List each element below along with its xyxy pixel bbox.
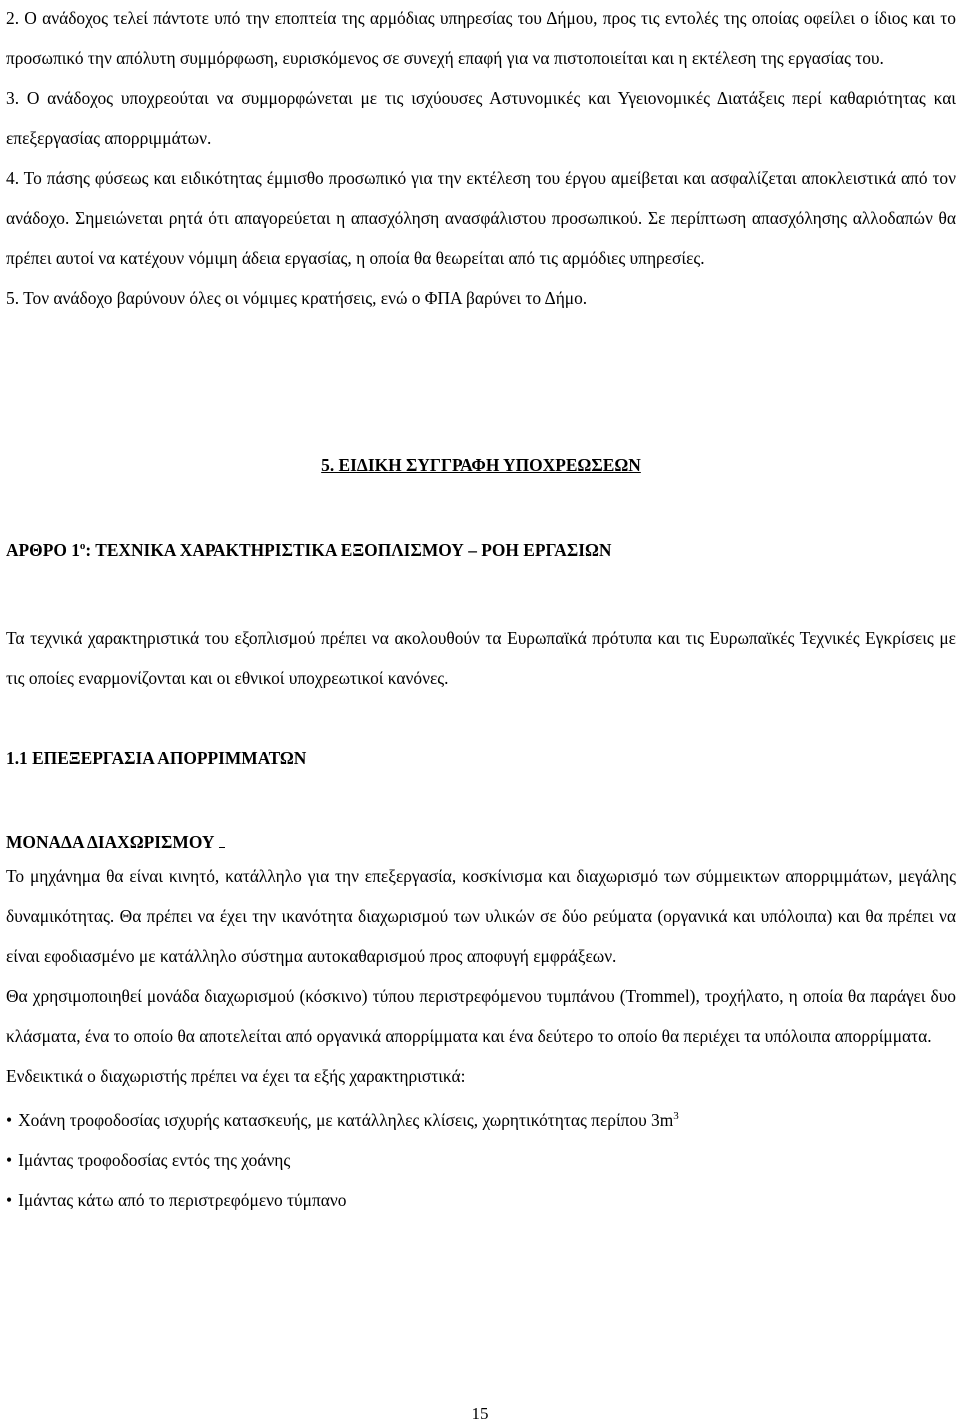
article-heading-suffix: : ΤΕΧΝΙΚΑ ΧΑΡΑΚΤΗΡΙΣΤΙΚΑ ΕΞΟΠΛΙΣΜΟΥ – ΡΟΗ ΕΡΓΑΣΙΩΝ: [85, 539, 612, 560]
unit-paragraph-1: Το μηχάνημα θα είναι κινητό, κατάλληλο για την επεξεργασία, κοσκίνισμα και διαχωρισμό των σύμμεικτων απορριμμάτων, μεγάλης δυναμικότητας. Θα πρέπει να έχει την ικανότητα διαχωρισμού των υλικών σε δύο ρεύματα (οργανικά και υπόλοιπα) και θα πρέπει να είναι εφοδιασμένο με κατάλληλο σύστημα αυτοκαθαρισμού προς αποφυγή εμφράξεων.: [6, 865, 956, 966]
unit-paragraph-2: Θα χρησιμοποιηθεί μονάδα διαχωρισμού (κόσκινο) τύπου περιστρεφόμενου τυμπάνου (Trommel), τροχήλατο, η οποία θα παράγει δυο κλάσματα, ένα το οποίο θα αποτελείται από οργανικά απορρίμματα και ένα δεύτερο το οποίο θα περιέχει τα υπόλοιπα απορρίμματα.: [6, 985, 956, 1046]
list-item-text: Ιμάντας κάτω από το περιστρεφόμενο τύμπανο: [18, 1189, 347, 1210]
article-heading-superscript: ο: [79, 540, 86, 552]
list-item: [6, 1180, 956, 1220]
characteristics-list: [6, 1096, 956, 1220]
article-heading: [6, 526, 956, 570]
bullet-icon: •: [6, 1189, 13, 1210]
section-title: 5. ΕΙΔΙΚΗ ΣΥΓΓΡΑΦΗ ΥΠΟΧΡΕΩΣΕΩΝ: [321, 455, 641, 475]
paragraph-5: 5. Τον ανάδοχο βαρύνουν όλες οι νόμιμες κρατήσεις, ενώ ο ΦΠΑ βαρύνει το Δήμο.: [6, 288, 588, 308]
bullet-icon: •: [6, 1149, 13, 1170]
article-intro: Τα τεχνικά χαρακτηριστικά του εξοπλισμού πρέπει να ακολουθούν τα Ευρωπαϊκά πρότυπα και τις Ευρωπαϊκές Τεχνικές Εγκρίσεις με τις οποίες εναρμονίζονται και οι εθνικοί υποχρεωτικοί κανόνες.: [6, 627, 956, 688]
list-item-text: Ιμάντας τροφοδοσίας εντός της χοάνης: [18, 1149, 291, 1170]
paragraph-4: 4. Το πάσης φύσεως και ειδικότητας έμμισθο προσωπικό για την εκτέλεση του έργου αμείβεται και ασφαλίζεται αποκλειστικά από τον ανάδοχο. Σημειώνεται ρητά ότι απαγορεύεται η απασχόληση ανασφάλιστου προσωπικού. Σε περίπτωση απασχόλησης αλλοδαπών θα πρέπει αυτοί να κατέχουν νόμιμη άδεια εργασίας, η οποία θα θεωρείται από τις αρμόδιες υπηρεσίες.: [6, 168, 956, 268]
unit-paragraph-3: Ενδεικτικά ο διαχωριστής πρέπει να έχει τα εξής χαρακτηριστικά:: [6, 1065, 466, 1086]
unit-heading-text: ΜΟΝΑΔΑ ΔΙΑΧΩΡΙΣΜΟΥ: [6, 831, 215, 852]
paragraph-3: 3. Ο ανάδοχος υποχρεούται να συμμορφώνεται με τις ισχύουσες Αστυνομικές και Υγειονομικές Διατάξεις περί καθαριότητας και επεξεργασίας απορριμμάτων.: [6, 88, 956, 148]
page-number: 15: [471, 1404, 489, 1423]
list-item: [6, 1096, 956, 1140]
bullet-icon: •: [6, 1109, 13, 1130]
list-item-text: Χοάνη τροφοδοσίας ισχυρής κατασκευής, με κατάλληλες κλίσεις, χωρητικότητας περίπου 3m: [18, 1109, 674, 1130]
list-item: [6, 1140, 956, 1180]
unit-heading-underline-mark: [219, 833, 225, 848]
paragraph-2: 2. Ο ανάδοχος τελεί πάντοτε υπό την εποπτεία της αρμόδιας υπηρεσίας του Δήμου, προς τις εντολές της οποίας οφείλει ο ίδιος και το προσωπικό την απόλυτη συμμόρφωση, ευρισκόμενος σε συνεχή επαφή για να πιστοποιείται και η εκτέλεση της εργασίας του.: [6, 8, 956, 68]
article-heading-prefix: ΑΡΘΡΟ 1: [6, 539, 80, 560]
document-page: [6, 0, 956, 1220]
list-item-superscript: 3: [673, 1109, 679, 1122]
subsection-heading: 1.1 ΕΠΕΞΕΡΓΑΣΙΑ ΑΠΟΡΡΙΜΜΑΤΩΝ: [6, 747, 307, 768]
